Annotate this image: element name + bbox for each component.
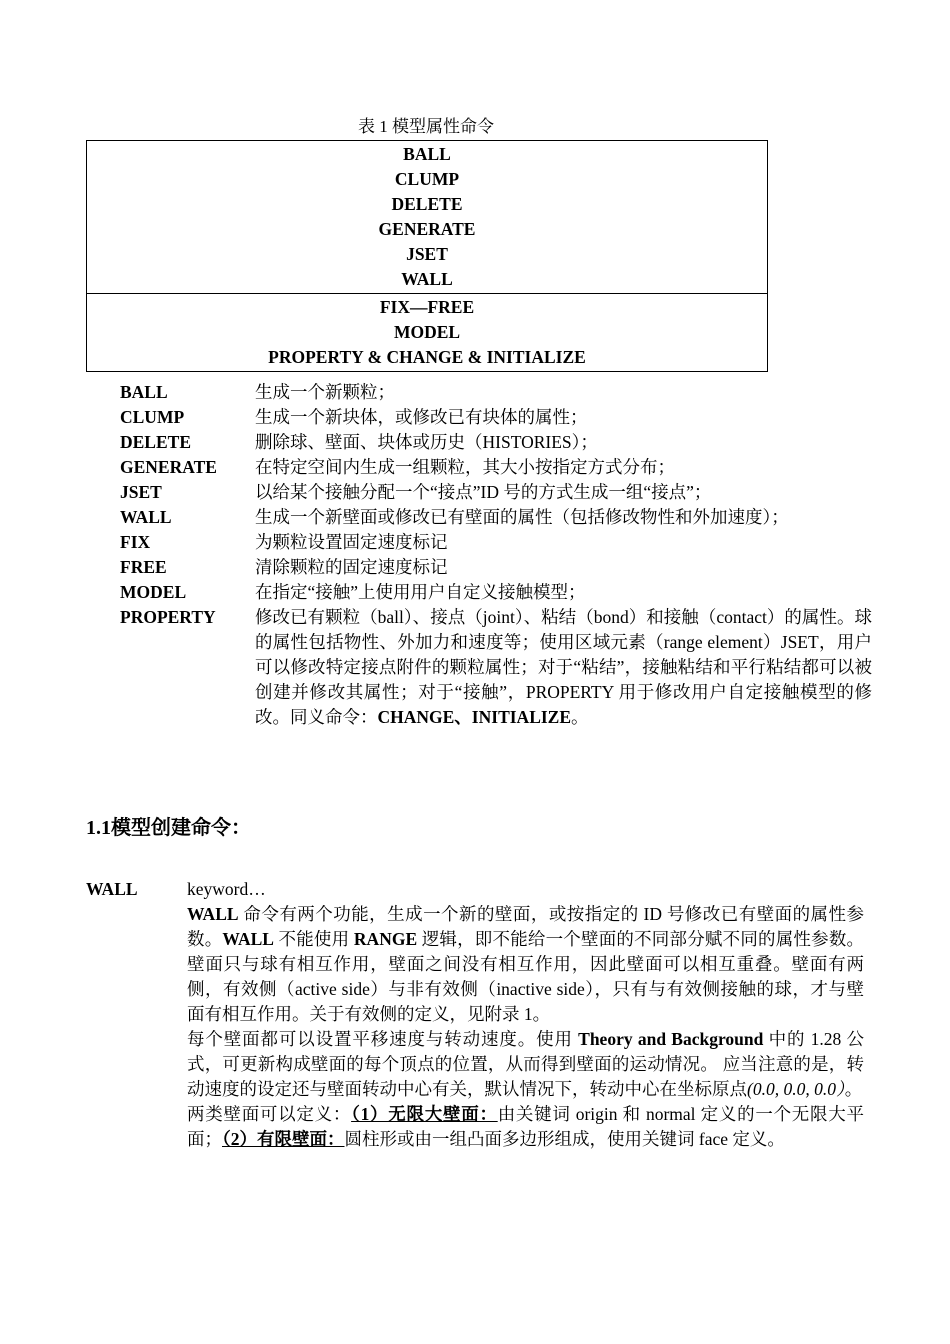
definition-desc: 删除球、壁面、块体或历史（HISTORIES）； [255, 432, 598, 452]
inline-italic: (0.0, 0.0, 0.0） [747, 1079, 845, 1099]
command-definitions [120, 380, 880, 730]
property-end: 。 [571, 707, 589, 727]
definition-desc: 生成一个新壁面或修改已有壁面的属性（包括修改物性和外加速度）； [255, 507, 789, 527]
definition-term: WALL [120, 507, 172, 527]
property-desc-text: 修改已有颗粒（ball）、接点（joint）、粘结（bond）和接触（contact）的属性。球的属性包括物性、外加力和速度等；使用区域元素（range element）JSET，用户可以修改特定接点附件的颗粒属性；对于“粘结”，接触粘结和平行粘结都可以被创建并修改其属性；对于“接触”，PROPERTY 用于修改用户自定接触模型的修改。同义命令： [255, 607, 872, 727]
inline-text: 由关键词 origin 和 normal 定义的一个无限大平面； [187, 1104, 865, 1149]
definition-term: GENERATE [120, 457, 217, 477]
inline-bold: WALL [187, 904, 239, 924]
definition-item [120, 455, 880, 480]
definition-term: BALL [120, 382, 168, 402]
property-synonyms: CHANGE、INITIALIZE [377, 707, 572, 727]
wall-paragraph-3 [187, 1102, 864, 1152]
inline-text: 逻辑，即不能给一个壁面的不同部分赋不同的属性参数。壁面只与球有相互作用，壁面之间没有相互作用，因此壁面可以相互重叠。壁面有两侧，有效侧（active side）与非有效侧（inactive side），只有与有效侧接触的球，才与壁面有相互作用。关于有效侧的定义，见附录 1。 [187, 929, 865, 1024]
command-row: FIX—FREE [379, 297, 475, 317]
definition-term: FIX [120, 532, 151, 552]
command-group-modify [87, 294, 767, 371]
definition-desc: 生成一个新颗粒； [255, 382, 395, 402]
command-group-create [87, 141, 767, 294]
definition-desc: 清除颗粒的固定速度标记 [255, 557, 448, 577]
definition-term: DELETE [120, 432, 191, 452]
wall-paragraph-1 [187, 902, 864, 1027]
command-table [86, 140, 768, 372]
definition-item [120, 405, 880, 430]
command-row: CLUMP [394, 169, 460, 189]
definition-item [120, 555, 880, 580]
definition-term: PROPERTY [120, 607, 216, 627]
definition-item [120, 505, 880, 530]
inline-underline-bold: （1）无限大壁面： [351, 1104, 498, 1124]
section-heading: 1.1模型创建命令： [86, 817, 251, 839]
definition-term: MODEL [120, 582, 187, 602]
definition-desc: 在指定“接触”上使用用户自定义接触模型； [255, 582, 586, 602]
inline-underline-bold: （2）有限壁面： [222, 1129, 345, 1149]
inline-bold: RANGE [353, 929, 418, 949]
definition-item [120, 430, 880, 455]
definition-term: CLUMP [120, 407, 185, 427]
inline-bold: WALL [222, 929, 274, 949]
inline-text: 每个壁面都可以设置平移速度与转动速度。使用 [187, 1029, 579, 1049]
definition-term: JSET [120, 482, 162, 502]
definition-desc: 生成一个新块体，或修改已有块体的属性； [255, 407, 588, 427]
wall-keyword: keyword… [187, 879, 266, 899]
table-caption: 表 1 模型属性命令 [358, 117, 494, 136]
inline-text: 不能使用 [273, 929, 354, 949]
definition-item [120, 380, 880, 405]
command-row: GENERATE [378, 219, 476, 239]
inline-text: 两类壁面可以定义： [187, 1104, 352, 1124]
command-row: BALL [403, 144, 451, 164]
definition-item-property [120, 605, 880, 730]
wall-paragraph-2 [187, 1027, 864, 1102]
definition-desc [255, 605, 872, 730]
wall-term: WALL [86, 879, 138, 899]
inline-text: 中的 1.28 公式，可更新构成壁面的每个顶点的位置，从而得到壁面的运动情况。 应当注意的是，转动速度的设定还与壁面转动中心有关，默认情况下，转动中心在坐标原点 [187, 1029, 865, 1099]
command-row: JSET [406, 244, 448, 264]
command-row: WALL [401, 269, 453, 289]
command-row: PROPERTY & CHANGE & INITIALIZE [268, 347, 586, 367]
definition-term: FREE [120, 557, 167, 577]
definition-desc: 以给某个接触分配一个“接点”ID 号的方式生成一组“接点”； [255, 482, 712, 502]
command-row: DELETE [391, 194, 463, 214]
definition-item [120, 530, 880, 555]
definition-item [120, 480, 880, 505]
definition-desc: 在特定空间内生成一组颗粒，其大小按指定方式分布； [255, 457, 675, 477]
definition-item [120, 580, 880, 605]
definition-desc: 为颗粒设置固定速度标记 [255, 532, 448, 552]
wall-body [187, 877, 864, 1152]
inline-bold: Theory and Background [578, 1029, 764, 1049]
command-row: MODEL [393, 322, 461, 342]
inline-text: 命令有两个功能，生成一个新的壁面，或按指定的 ID 号修改已有壁面的属性参数。 [187, 904, 864, 949]
inline-text: 圆柱形或由一组凸面多边形组成，使用关键词 face 定义。 [344, 1129, 785, 1149]
inline-text: 。 [844, 1079, 863, 1099]
